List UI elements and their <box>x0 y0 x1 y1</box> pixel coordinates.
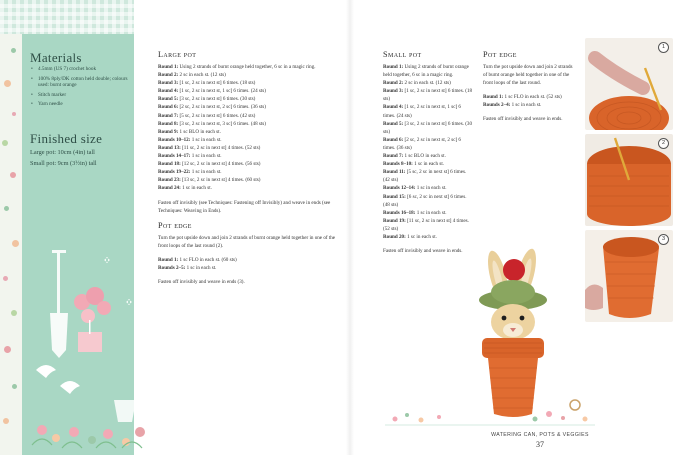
instruction-row: Rounds 2–5: 1 sc in each st. <box>158 264 217 271</box>
instruction-row: Round 7: [5 sc, 2 sc in next st] 6 times. (42 sts) <box>158 112 256 119</box>
instruction-row: Rounds 10–12: 1 sc in each st. <box>158 136 222 143</box>
instruction-row: Round 4: [1 sc, 2 sc in next st, 1 sc] 6 times. (24 sts) <box>383 104 461 119</box>
instruction-row: Round 2: 2 sc in each st. (12 sts) <box>158 72 226 79</box>
pot-edge-intro: Turn the pot upside down and join 2 strands of burnt orange held together in one of the front loops of the last round. <box>483 64 573 87</box>
materials-heading: Materials <box>30 50 82 65</box>
small-pot-edge-heading: Pot edge <box>483 50 517 59</box>
instruction-row: Round 1: 1 sc FLO in each st. (52 sts) <box>483 94 562 101</box>
section-footer-label: WATERING CAN, POTS & VEGGIES <box>491 432 589 438</box>
instruction-row: Round 5: [3 sc, 2 sc in next st] 6 times. (30 sts) <box>158 96 256 103</box>
step-photo-3 <box>585 230 673 322</box>
step-number-badge: 1 <box>658 42 669 53</box>
page-number: 37 <box>536 440 544 449</box>
materials-list <box>30 66 138 111</box>
list-item: • Yarn needle <box>38 101 138 108</box>
small-pot-size: Small pot: 9cm (3½in) tall <box>30 160 97 167</box>
finished-size-heading: Finished size <box>30 131 103 146</box>
instruction-row: Rounds 8–10: 1 sc in each st. <box>383 161 445 168</box>
instruction-row: Round 23: [13 sc, 2 sc in next st] 4 times. (60 sts) <box>158 177 261 184</box>
gingham-band <box>0 0 134 34</box>
floral-border <box>0 0 22 455</box>
step-photo-1 <box>585 38 673 130</box>
instruction-row: Rounds 19–22: 1 sc in each st. <box>158 169 222 176</box>
step-photo-2 <box>585 134 673 226</box>
instruction-row: Round 4: [1 sc, 2 sc in next st, 1 sc] 6 times. (24 sts) <box>158 88 266 95</box>
instruction-row: Round 3: [1 sc, 2 sc in next st] 6 times. (18 sts) <box>158 80 256 87</box>
large-pot-instructions <box>158 50 338 286</box>
instruction-row: Round 1: 1 sc FLO in each st. (60 sts) <box>158 256 237 263</box>
instruction-row: Round 11: [5 sc, 2 sc in next st] 6 times. (42 sts) <box>383 169 467 184</box>
instruction-row: Round 7: 1 sc BLO in each st. <box>383 153 446 160</box>
book-gutter <box>346 0 354 455</box>
instruction-row: Round 5: [3 sc, 2 sc in next st] 6 times. (30 sts) <box>383 120 473 135</box>
instruction-row: Round 6: [2 sc, 2 sc in next st, 2 sc] 6 times. (36 sts) <box>383 136 461 151</box>
instruction-row: Round 1: Using 2 strands of burnt orange held together, 6 sc in a magic ring. <box>158 64 316 70</box>
instruction-row: Round 24: 1 sc in each st. <box>158 185 212 192</box>
instruction-row: Round 2: 2 sc in each st. (12 sts) <box>383 80 451 87</box>
instruction-row: Rounds 2–4: 1 sc in each st. <box>483 102 542 109</box>
instruction-row: Round 20: 1 sc in each st. <box>383 233 437 240</box>
instruction-row: Round 1: Using 2 strands of burnt orange held together, 6 sc in a magic ring. <box>383 64 469 79</box>
instruction-row: Round 6: [2 sc, 2 sc in next st, 2 sc] 6 times. (36 sts) <box>158 104 266 111</box>
large-pot-size: Large pot: 10cm (4in) tall <box>30 149 95 156</box>
instruction-row: Rounds 16–18: 1 sc in each st. <box>383 209 447 216</box>
instruction-row: Rounds 14–17: 1 sc in each st. <box>158 153 222 160</box>
instruction-row: Round 9: 1 sc BLO in each st. <box>158 128 221 135</box>
fasten-off-note: Fasten off invisibly and weave in ends. <box>383 248 463 255</box>
list-item: • 100% 8ply/DK cotton held double; colours used: burnt orange <box>38 76 138 89</box>
large-pot-heading: Large pot <box>158 50 197 59</box>
instruction-row: Round 3: [1 sc, 2 sc in next st] 6 times. (18 sts) <box>383 88 473 103</box>
pot-edge-intro: Turn the pot upside down and join 2 strands of burnt orange held together in one of the front loops of the last round (2). <box>158 234 336 249</box>
fasten-off-note: Fasten off invisibly and weave in ends (3). <box>158 279 245 286</box>
garden-illustration <box>22 240 152 455</box>
step-number-badge: 2 <box>658 138 669 149</box>
small-pot-edge-instructions <box>483 50 578 124</box>
small-pot-heading: Small pot <box>383 50 422 59</box>
fasten-off-note: Fasten off invisibly (see Techniques: Fastening off Invisibly) and weave in ends (see Techniques: Weaving in Ends). <box>158 199 331 214</box>
instruction-row: Round 19: [11 sc, 2 sc in next st] 4 times. (52 sts) <box>383 217 469 232</box>
instruction-row: Round 15: [6 sc, 2 sc in next st] 6 times. (48 sts) <box>383 193 467 208</box>
instruction-row: Round 8: [3 sc, 2 sc in next st, 3 sc] 6 times. (48 sts) <box>158 120 266 127</box>
step-number-badge: 3 <box>658 234 669 245</box>
instruction-row: Round 18: [12 sc, 2 sc in next st] 4 times. (56 sts) <box>158 161 261 168</box>
instruction-row: Rounds 12–14: 1 sc in each st. <box>383 185 447 192</box>
small-pot-instructions <box>383 50 473 255</box>
list-item: • Stitch marker <box>38 92 138 99</box>
flower-strip <box>385 395 595 430</box>
fasten-off-note: Fasten off invisibly and weave in ends. <box>483 116 563 123</box>
large-pot-edge-heading: Pot edge <box>158 220 192 230</box>
list-item: • 4.5mm (US 7) crochet hook <box>38 66 138 73</box>
instruction-row: Round 13: [11 sc, 2 sc in next st] 4 times. (52 sts) <box>158 144 261 151</box>
